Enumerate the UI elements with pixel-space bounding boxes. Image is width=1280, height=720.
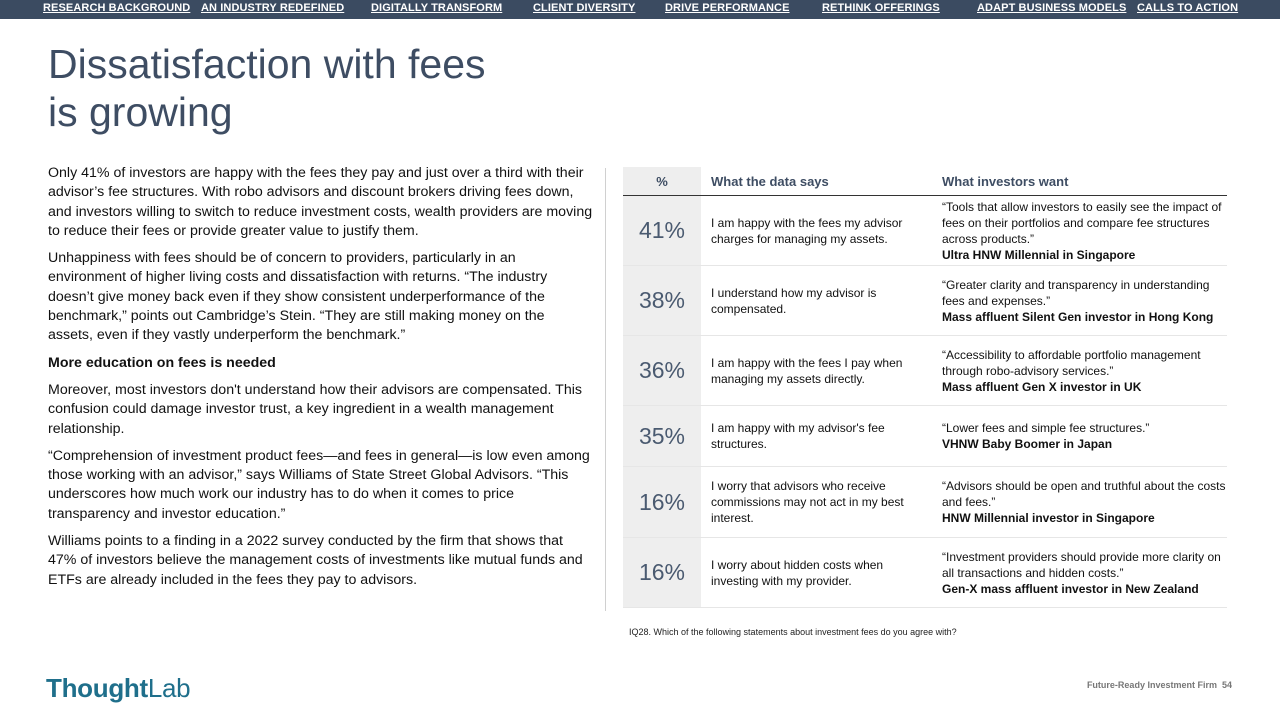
table-row [623, 467, 1227, 538]
investor-quote: “Advisors should be open and truthful about the costs and fees.” [942, 479, 1226, 509]
paragraph-5: Williams points to a finding in a 2022 survey conducted by the firm that shows that 47% of investors believe the management costs of investments like mutual funds and ETFs are already included in the fees they pay to advisors. [48, 533, 583, 588]
logo-text-regular: Lab [147, 673, 191, 703]
paragraph-4: “Comprehension of investment product fees—and fees in general—is low even among those working with an advisor,” says Williams of State Street Global Advisors. “This underscores how much work our industry has to do when it comes to price transparency and investor education.” [48, 447, 590, 522]
row-investor-want [942, 266, 1227, 335]
footer-report-title: Future-Ready Investment Firm [1086, 680, 1217, 690]
row-statement: I am happy with my advisor's fee structures. [711, 421, 885, 451]
investor-profile: Gen-X mass affluent investor in New Zealand [942, 581, 1199, 596]
row-percentage: 41% [623, 196, 701, 265]
page-title-line2: is growing [48, 89, 233, 135]
row-investor-want [942, 406, 1227, 466]
row-percentage: 16% [623, 467, 701, 537]
investor-quote: “Accessibility to affordable portfolio management through robo-advisory services.” [942, 347, 1201, 378]
nav-digitally-transform[interactable]: DIGITALLY TRANSFORM [371, 2, 503, 14]
investor-quote: “Investment providers should provide more clarity on all transactions and hidden costs.” [942, 549, 1221, 580]
section-subheading: More education on fees is needed [48, 354, 276, 371]
table-row [623, 196, 1227, 266]
logo-text-bold: Thought [46, 673, 148, 703]
top-navigation [0, 0, 1280, 19]
investor-quote: “Greater clarity and transparency in understanding fees and expenses.” [942, 277, 1210, 308]
paragraph-1: Only 41% of investors are happy with the fees they pay and just over a third with their advisor’s fee structures. With robo advisors and discount brokers driving fees down, and investors willing to switch to reduce investment costs, wealth providers are moving to reduce their fees or provide greater value to justify them. [48, 165, 593, 239]
table-row [623, 336, 1227, 406]
header-what-investors-want: What investors want [942, 174, 1069, 189]
row-statement: I am happy with the fees my advisor charges for managing my assets. [711, 215, 903, 246]
row-percentage: 16% [623, 538, 701, 607]
page-title [48, 40, 486, 136]
table-row [623, 266, 1227, 336]
investor-profile: VHNW Baby Boomer in Japan [942, 437, 1113, 451]
page-footer [1087, 680, 1232, 690]
table-header [623, 167, 1227, 196]
body-text [48, 164, 593, 598]
page-number: 54 [1221, 680, 1232, 690]
nav-rethink-offerings[interactable]: RETHINK OFFERINGS [822, 2, 940, 14]
row-investor-want [942, 538, 1227, 607]
paragraph-2: Unhappiness with fees should be of concern to providers, particularly in an environment of higher living costs and dissatisfaction with returns. “The industry doesn’t give money back even if they show consistent underperformance of the benchmark,” points out Cambridge’s Stein. “They are still making money on the assets, even if they vastly underperform the benchmark.” [48, 250, 548, 344]
investor-profile: Ultra HNW Millennial in Singapore [942, 247, 1136, 262]
table-row [623, 538, 1227, 608]
row-investor-want [942, 196, 1227, 265]
row-percentage: 36% [623, 336, 701, 405]
investor-profile: Mass affluent Silent Gen investor in Hong Kong [942, 309, 1214, 324]
nav-research-background[interactable]: RESEARCH BACKGROUND [43, 2, 191, 14]
survey-table [623, 167, 1227, 608]
row-statement: I worry that advisors who receive commissions may not act in my best interest. [711, 479, 904, 525]
paragraph-3: Moreover, most investors don't understand how their advisors are compensated. This confusion could damage investor trust, a key ingredient in a wealth management relationship. [48, 381, 582, 437]
nav-adapt-business-models[interactable]: ADAPT BUSINESS MODELS [977, 2, 1127, 14]
column-divider [605, 168, 606, 611]
table-footnote: IQ28. Which of the following statements about investment fees do you agree with? [629, 627, 957, 637]
row-statement: I am happy with the fees I pay when managing my assets directly. [711, 355, 903, 386]
page-title-line1: Dissatisfaction with fees [48, 41, 486, 87]
nav-client-diversity[interactable]: CLIENT DIVERSITY [533, 2, 636, 14]
row-investor-want [942, 336, 1227, 405]
header-pct: % [656, 174, 668, 189]
nav-calls-to-action[interactable]: CALLS TO ACTION [1137, 2, 1239, 14]
investor-profile: Mass affluent Gen X investor in UK [942, 379, 1142, 394]
row-percentage: 35% [623, 406, 701, 466]
investor-quote: “Lower fees and simple fee structures.” [942, 421, 1150, 435]
thoughtlab-logo [46, 673, 190, 704]
row-investor-want [942, 467, 1227, 537]
header-what-data-says: What the data says [711, 174, 829, 189]
row-statement: I understand how my advisor is compensated. [711, 285, 877, 316]
table-row [623, 406, 1227, 467]
row-statement: I worry about hidden costs when investing with my provider. [711, 557, 884, 588]
investor-quote: “Tools that allow investors to easily see the impact of fees on their portfolios and compare fee structures across products.” [942, 199, 1222, 246]
nav-an-industry-redefined[interactable]: AN INDUSTRY REDEFINED [201, 2, 345, 14]
row-percentage: 38% [623, 266, 701, 335]
investor-profile: HNW Millennial investor in Singapore [942, 511, 1155, 525]
nav-drive-performance[interactable]: DRIVE PERFORMANCE [665, 2, 790, 14]
